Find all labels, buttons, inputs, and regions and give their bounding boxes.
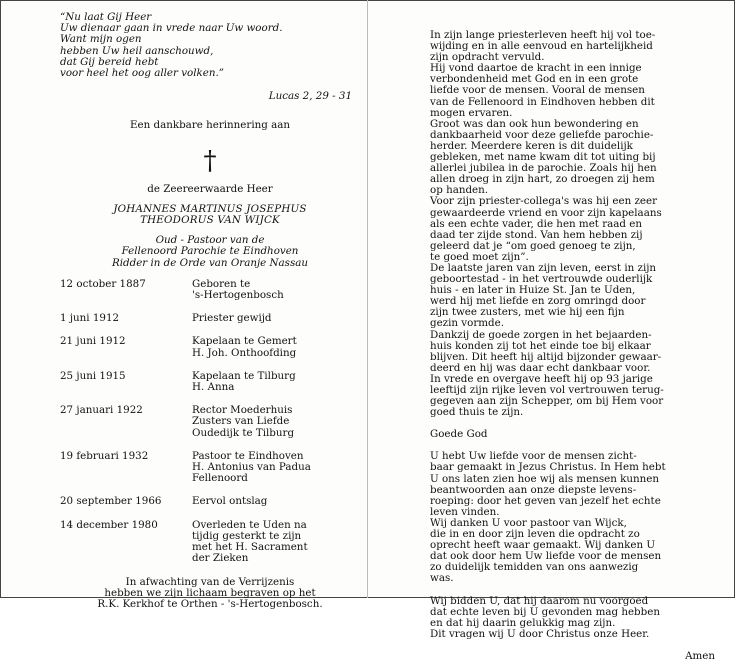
quote-line: Want mijn ogen [60, 33, 142, 46]
event-line: Geboren te [192, 277, 251, 290]
memory-heading: Een dankbare herinnering aan [129, 119, 291, 132]
text-line: wijding en in alle eenvoud en hartelijkheid [430, 40, 653, 53]
life-event [60, 279, 360, 301]
text-line: U ons laten zien hoe wij als mensen kunnen [430, 472, 660, 485]
burial-line: R.K. Kerkhof te Orthen - 's-Hertogenbosch. [97, 597, 323, 610]
text-line: zo duidelijk temidden van ons aanwezig [430, 561, 639, 574]
event-line: Oudedijk te Tilburg [192, 426, 295, 439]
bible-reference: Lucas 2, 29 - 31 [268, 90, 352, 103]
role-line: Fellenoord Parochie te Eindhoven [121, 245, 299, 258]
event-line: der Zieken [192, 552, 249, 565]
life-event [60, 520, 360, 565]
text-line: herder. Meerdere keren is dit duidelijk [430, 139, 633, 152]
event-description [192, 279, 352, 301]
text-line: en dat hij daarin gelukkig mag zijn. [430, 616, 616, 629]
text-line: geboortestad - in het vertrouwde ouderlijk [430, 273, 653, 286]
prayer-greeting: Goede God [430, 428, 488, 441]
text-line: U hebt Uw liefde voor de mensen zicht- [430, 450, 637, 463]
event-line: Kapelaan te Tilburg [192, 369, 296, 382]
text-line: deerd en hij was daar echt dankbaar voor. [430, 361, 651, 374]
honorific: de Zeereerwaarde Heer [147, 182, 273, 195]
text-line: gewaardeerde vriend en voor zijn kapelaans [430, 206, 662, 219]
event-line: Rector Moederhuis [192, 404, 293, 417]
text-line: leven vinden. [430, 505, 500, 518]
burial-line: hebben we zijn lichaam begraven op het [104, 586, 316, 599]
deceased-role [60, 235, 360, 269]
quote-line: “Nu laat Gij Heer [60, 11, 152, 23]
text-line: geleerd dat je “om goed genoeg te zijn, [430, 239, 636, 252]
event-line: Fellenoord [192, 472, 248, 485]
name-line: JOHANNES MARTINUS JOSEPHUS [113, 202, 307, 215]
text-line: roeping: door het geven van jezelf het echte [430, 494, 661, 507]
text-line: gebleken, met name kwam dit tot uiting bij [430, 151, 656, 164]
event-date: 21 juni 1912 [60, 335, 126, 348]
text-line: dankbaarheid voor deze geliefde parochie- [430, 128, 654, 141]
event-date: 20 september 1966 [60, 495, 162, 508]
event-description [192, 336, 352, 358]
text-line: Wij bidden U, dat hij daarom nu voorgoed [430, 594, 649, 607]
text-line: was. [430, 572, 454, 585]
event-date: 27 januari 1922 [60, 404, 143, 417]
event-line: Eervol ontslag [192, 495, 268, 508]
text-line: In zijn lange priesterleven heeft hij vol toe- [430, 29, 656, 41]
text-line: Dit vragen wij U door Christus onze Heer. [430, 627, 650, 640]
event-date: 25 juni 1915 [60, 369, 126, 382]
tribute-paragraph [430, 30, 715, 418]
text-line: mogen ervaren. [430, 106, 513, 119]
text-line: Wij danken U voor pastoor van Wijck, [430, 516, 627, 529]
text-line: liefde voor de mensen. Vooral de mensen [430, 84, 645, 97]
text-line: Hij vond daartoe de kracht in een innige [430, 62, 642, 75]
quote-line: Uw dienaar gaan in vrede naar Uw woord. [60, 22, 283, 35]
card-fold-line [367, 0, 368, 598]
life-event [60, 313, 360, 324]
event-line: H. Antonius van Padua [192, 461, 311, 474]
text-line: Dankzij de goede zorgen in het bejaarden- [430, 328, 652, 341]
event-date: 14 december 1980 [60, 518, 158, 531]
text-line: baar gemaakt in Jezus Christus. In Hem hebt [430, 461, 666, 474]
text-line: Voor zijn priester-collega's was hij een zeer [430, 195, 658, 208]
quote-line: voor heel het oog aller volken.” [60, 67, 225, 80]
life-event [60, 451, 360, 485]
text-line: huis konden zij tot het einde toe bij elkaar [430, 339, 651, 352]
left-panel [60, 12, 360, 610]
text-line: als een echte vader, die hen met raad en [430, 217, 642, 230]
event-line: H. Joh. Onthoofding [192, 346, 297, 359]
text-line: te goed moet zijn”. [430, 250, 529, 263]
text-line: dat echte leven bij U gevonden mag hebben [430, 605, 660, 618]
event-line: 's-Hertogenbosch [192, 289, 284, 302]
event-description [192, 371, 352, 393]
text-line: verbondenheid met God en in een grote [430, 73, 639, 86]
text-line: op handen. [430, 184, 489, 197]
role-line: Oud - Pastoor van de [155, 234, 265, 247]
text-line: De laatste jaren van zijn leven, eerst in zijn [430, 261, 657, 274]
event-description [192, 496, 352, 507]
event-description [192, 520, 352, 565]
event-line: H. Anna [192, 381, 235, 394]
event-line: Priester gewijd [192, 312, 272, 325]
life-event [60, 336, 360, 358]
role-line: Ridder in de Orde van Oranje Nassau [111, 256, 309, 269]
text-line: allerlei jubilea in de parochie. Zoals hij hen [430, 162, 657, 175]
event-line: Pastoor te Eindhoven [192, 449, 304, 462]
event-date: 1 juni 1912 [60, 312, 120, 325]
text-line: blijven. Dit heeft hij altijd bijzonder gewaar- [430, 350, 662, 363]
event-line: tijdig gesterkt te zijn [192, 529, 302, 542]
event-description [192, 405, 352, 439]
text-line: oprecht heeft waar gemaakt. Wij danken U [430, 539, 656, 552]
amen: Amen [685, 649, 715, 662]
text-line: leeftijd zijn rijke leven vol vertrouwen terug- [430, 384, 664, 396]
quote-line: hebben Uw heil aanschouwd, [60, 44, 214, 57]
event-line: Zusters van Liefde [192, 415, 290, 428]
cross-icon: † [203, 145, 217, 176]
event-date: 19 februari 1932 [60, 449, 149, 462]
text-line: In vrede en overgave heeft hij op 93 jarige [430, 372, 653, 385]
text-line: goed thuis te zijn. [430, 406, 524, 419]
quote-line: dat Gij bereid hebt [60, 55, 159, 68]
event-description [192, 451, 352, 485]
text-line: zijn opdracht vervuld. [430, 51, 545, 64]
text-line: gegeven aan zijn Schepper, om bij Hem voor [430, 395, 664, 408]
text-line: werd hij met liefde en zorg omringd door [430, 295, 646, 308]
text-line: allen droeg in zijn hart, zo droegen zij hem [430, 173, 655, 186]
prayer-paragraph [430, 596, 715, 640]
life-event [60, 496, 360, 507]
text-line: huis - en later in Huize St. Jan te Uden, [430, 284, 636, 297]
text-line: dat ook door hem Uw liefde voor de mensen [430, 550, 662, 563]
bible-quote [60, 12, 360, 79]
text-line: gezin vormde. [430, 317, 504, 330]
event-line: Overleden te Uden na [192, 518, 307, 531]
event-line: met het H. Sacrament [192, 541, 308, 554]
text-line: beantwoorden aan onze diepste levens- [430, 483, 637, 496]
text-line: daad ter zijde stond. Van hem hebben zij [430, 228, 643, 241]
name-line: THEODORUS VAN WIJCK [140, 214, 280, 227]
event-line: Kapelaan te Gemert [192, 335, 297, 348]
life-events [60, 279, 360, 565]
burial-line: In afwachting van de Verrijzenis [125, 575, 295, 588]
prayer-paragraph [430, 451, 715, 584]
text-line: zijn twee zusters, met wie hij een fijn [430, 306, 625, 319]
life-event [60, 371, 360, 393]
text-line: van de Fellenoord in Eindhoven hebben dit [430, 95, 655, 108]
text-line: Groot was dan ook hun bewondering en [430, 117, 639, 130]
deceased-name [60, 204, 360, 226]
text-line: die in en door zijn leven die opdracht zo [430, 528, 640, 541]
life-event [60, 405, 360, 439]
burial-note [60, 577, 360, 611]
right-panel [430, 30, 715, 662]
event-date: 12 october 1887 [60, 277, 146, 290]
event-description [192, 313, 352, 324]
